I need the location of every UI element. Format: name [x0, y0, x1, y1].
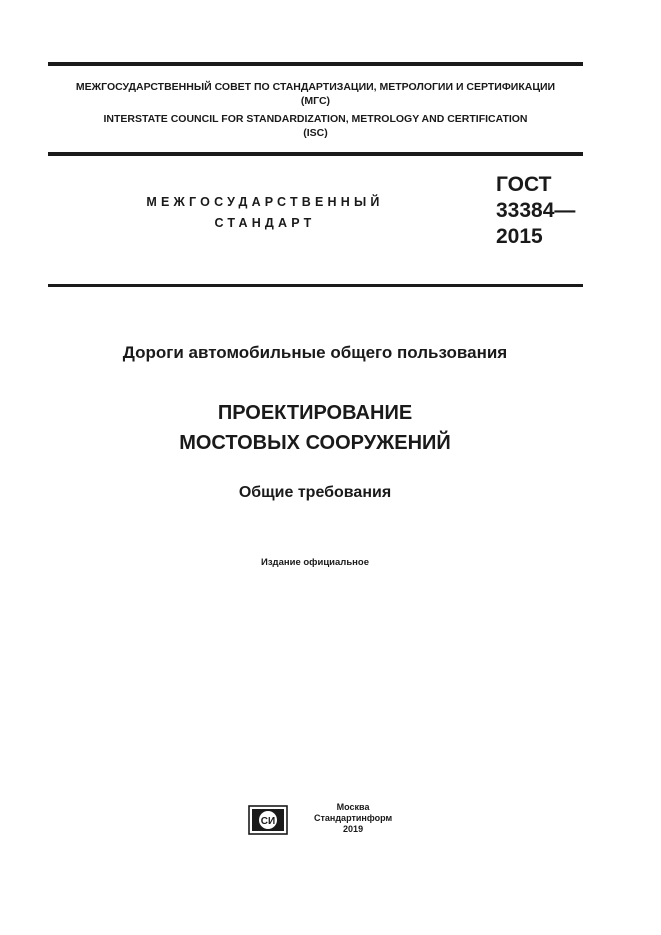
standard-type [120, 192, 410, 234]
gost-number: 33384— [496, 199, 576, 222]
council-name-en: INTERSTATE COUNCIL FOR STANDARDIZATION, METROLOGY AND CERTIFICATION [103, 113, 528, 125]
lower-rule [48, 284, 583, 287]
publisher-name: Стандартинформ [314, 813, 393, 823]
edition-note: Издание официальное [261, 557, 369, 568]
publisher-text [314, 802, 392, 835]
publisher-year: 2019 [343, 824, 364, 834]
middle-rule [48, 152, 583, 156]
gost-label: ГОСТ [496, 173, 552, 196]
standard-type-line2: СТАНДАРТ [214, 216, 316, 230]
council-abbr-en: (ISC) [303, 127, 328, 139]
svg-text:СИ: СИ [260, 815, 276, 827]
document-subtitle: Дороги автомобильные общего пользования [122, 343, 508, 362]
document-part: Общие требования [238, 484, 392, 501]
gost-designation [496, 172, 575, 250]
document-title-line2: МОСТОВЫХ СООРУЖЕНИЙ [179, 432, 451, 454]
publisher-block [248, 804, 392, 835]
publisher-city: Москва [336, 802, 370, 812]
standard-type-line1: МЕЖГОСУДАРСТВЕННЫЙ [146, 195, 384, 209]
council-header [48, 80, 583, 140]
standartinform-logo-icon [248, 805, 288, 835]
council-abbr-ru: (МГС) [300, 95, 331, 107]
document-title-line1: ПРОЕКТИРОВАНИЕ [217, 402, 413, 424]
gost-year: 2015 [496, 225, 543, 248]
council-name-ru: МЕЖГОСУДАРСТВЕННЫЙ СОВЕТ ПО СТАНДАРТИЗАЦИИ, МЕТРОЛОГИИ И СЕРТИФИКАЦИИ [75, 81, 556, 93]
document-title [0, 398, 630, 458]
top-rule [48, 62, 583, 66]
